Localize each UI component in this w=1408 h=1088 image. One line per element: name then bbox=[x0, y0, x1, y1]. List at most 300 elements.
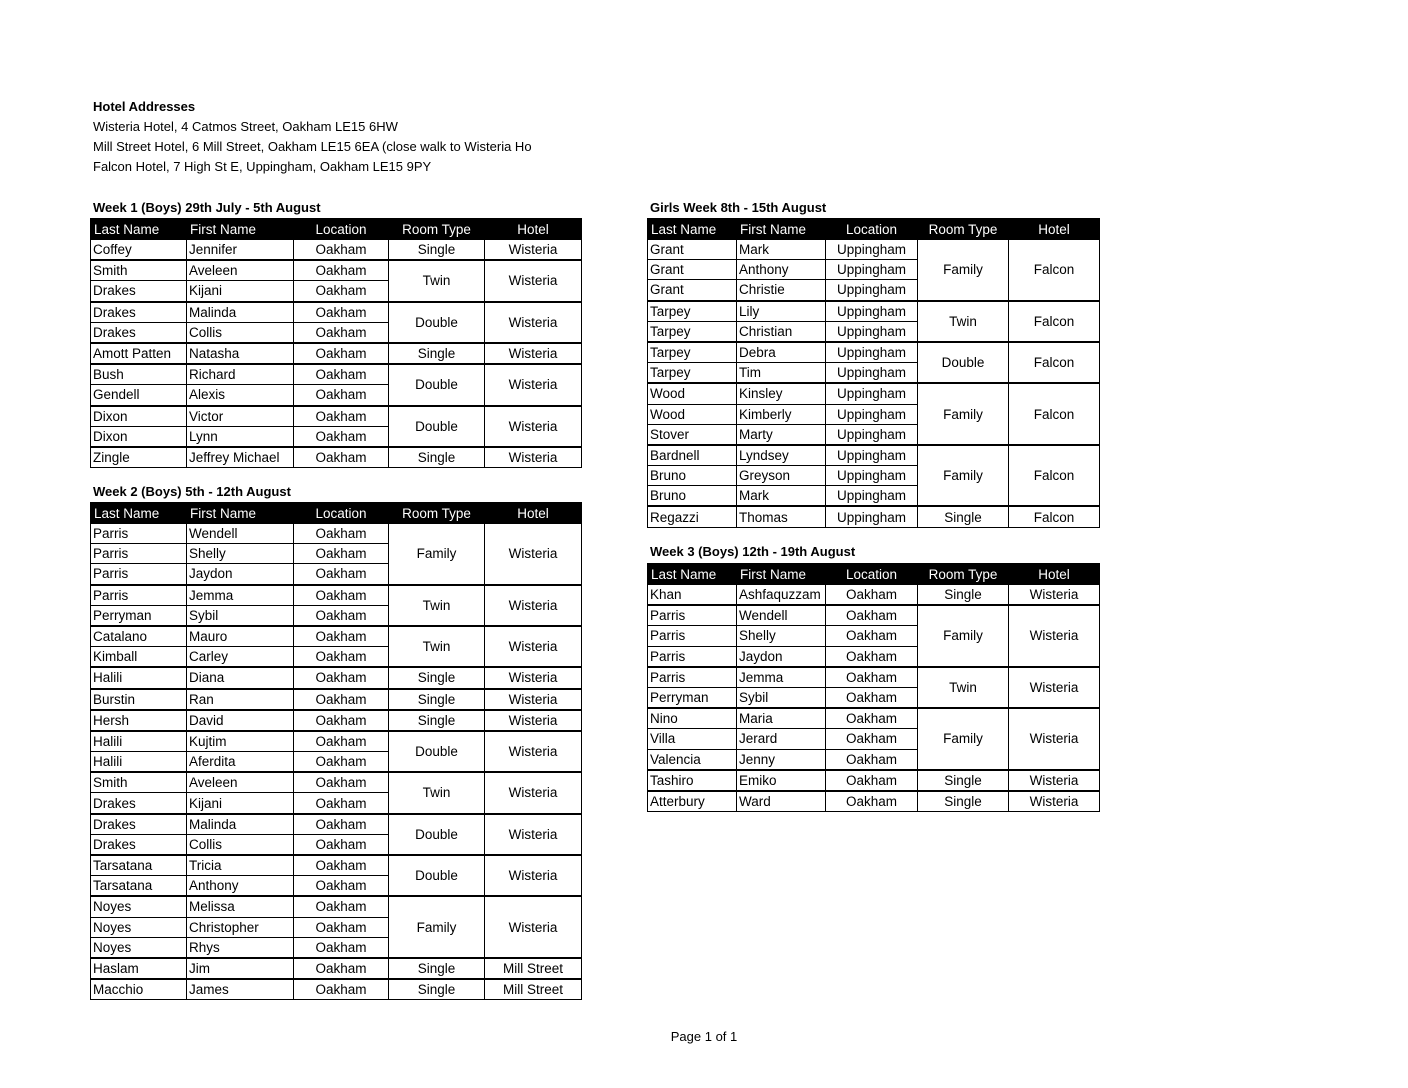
table-row bbox=[648, 240, 1100, 260]
first-name-cell: Jennifer bbox=[187, 240, 294, 261]
table-row bbox=[91, 814, 582, 835]
location-cell: Oakham bbox=[294, 364, 389, 385]
first-name-cell: Kijani bbox=[187, 281, 294, 302]
hotel-addresses bbox=[93, 97, 581, 177]
first-name-cell: Christopher bbox=[187, 917, 294, 937]
location-cell: Oakham bbox=[826, 605, 918, 626]
location-header: Location bbox=[826, 564, 918, 585]
location-cell: Oakham bbox=[294, 710, 389, 731]
first-name-cell: Lyndsey bbox=[737, 445, 826, 466]
room-type-header: Room Type bbox=[918, 219, 1009, 240]
first-name-cell: Christian bbox=[737, 321, 826, 342]
last-name-cell: Parris bbox=[648, 646, 737, 667]
table-row bbox=[648, 383, 1100, 404]
table-row bbox=[648, 791, 1100, 812]
last-name-cell: Drakes bbox=[91, 302, 187, 323]
first-name-cell: Tricia bbox=[187, 855, 294, 876]
room-type-cell: Double bbox=[389, 731, 485, 772]
first-name-cell: Tim bbox=[737, 363, 826, 384]
last-name-cell: Parris bbox=[648, 605, 737, 626]
location-cell: Uppingham bbox=[826, 404, 918, 424]
location-cell: Oakham bbox=[294, 281, 389, 302]
table-row bbox=[648, 770, 1100, 791]
last-name-cell: Atterbury bbox=[648, 791, 737, 812]
week3-title: Week 3 (Boys) 12th - 19th August bbox=[650, 544, 856, 559]
hotel-cell: Falcon bbox=[1009, 506, 1100, 527]
location-cell: Oakham bbox=[294, 564, 389, 585]
location-cell: Uppingham bbox=[826, 321, 918, 342]
location-cell: Oakham bbox=[294, 524, 389, 544]
first-name-cell: Sybil bbox=[737, 687, 826, 708]
last-name-cell: Catalano bbox=[91, 626, 187, 647]
room-type-cell: Single bbox=[918, 770, 1009, 791]
first-name-cell: Aveleen bbox=[187, 260, 294, 281]
header-row bbox=[648, 219, 1100, 240]
room-type-cell: Double bbox=[389, 814, 485, 855]
hotel-cell: Wisteria bbox=[485, 302, 582, 343]
week1-table bbox=[90, 218, 582, 468]
table-row bbox=[91, 260, 582, 281]
first-name-cell: Debra bbox=[737, 342, 826, 363]
week3-table bbox=[647, 563, 1100, 812]
last-name-header: Last Name bbox=[648, 219, 737, 240]
last-name-cell: Dixon bbox=[91, 426, 187, 447]
week1-title: Week 1 (Boys) 29th July - 5th August bbox=[93, 200, 321, 215]
hotel-header: Hotel bbox=[485, 503, 582, 524]
hotel-cell: Falcon bbox=[1009, 383, 1100, 445]
first-name-cell: Mark bbox=[737, 486, 826, 507]
last-name-cell: Gendell bbox=[91, 385, 187, 406]
last-name-cell: Tarpey bbox=[648, 321, 737, 342]
location-cell: Uppingham bbox=[826, 301, 918, 322]
first-name-cell: Maria bbox=[737, 708, 826, 729]
location-cell: Oakham bbox=[826, 585, 918, 606]
first-name-cell: Wendell bbox=[187, 524, 294, 544]
last-name-cell: Bruno bbox=[648, 466, 737, 486]
first-name-cell: Jeffrey Michael bbox=[187, 447, 294, 468]
first-name-cell: Malinda bbox=[187, 302, 294, 323]
last-name-cell: Nino bbox=[648, 708, 737, 729]
hotel-cell: Wisteria bbox=[485, 896, 582, 958]
last-name-cell: Bruno bbox=[648, 486, 737, 507]
hotel-cell: Wisteria bbox=[485, 524, 582, 585]
hotel-cell: Mill Street bbox=[485, 958, 582, 979]
first-name-cell: Shelly bbox=[187, 544, 294, 564]
page-footer: Page 1 of 1 bbox=[670, 1029, 738, 1044]
room-type-cell: Single bbox=[918, 791, 1009, 812]
last-name-cell: Smith bbox=[91, 772, 187, 793]
hotel-cell: Falcon bbox=[1009, 301, 1100, 342]
table-row bbox=[648, 605, 1100, 626]
last-name-cell: Noyes bbox=[91, 917, 187, 937]
first-name-cell: Jenny bbox=[737, 749, 826, 770]
first-name-cell: Greyson bbox=[737, 466, 826, 486]
first-name-cell: Collis bbox=[187, 834, 294, 855]
room-type-cell: Single bbox=[918, 585, 1009, 606]
hotel-header: Hotel bbox=[1009, 564, 1100, 585]
table-row bbox=[91, 731, 582, 752]
hotel-cell: Wisteria bbox=[485, 343, 582, 364]
room-type-cell: Single bbox=[918, 506, 1009, 527]
location-cell: Oakham bbox=[826, 646, 918, 667]
first-name-cell: Malinda bbox=[187, 814, 294, 835]
first-name-cell: Marty bbox=[737, 424, 826, 445]
table-row bbox=[91, 524, 582, 544]
room-type-cell: Single bbox=[389, 240, 485, 261]
location-cell: Uppingham bbox=[826, 363, 918, 384]
location-cell: Uppingham bbox=[826, 466, 918, 486]
room-type-header: Room Type bbox=[389, 219, 485, 240]
location-cell: Oakham bbox=[294, 958, 389, 979]
table-row bbox=[648, 342, 1100, 363]
first-name-cell: Melissa bbox=[187, 896, 294, 917]
header-row bbox=[91, 503, 582, 524]
location-cell: Oakham bbox=[294, 937, 389, 958]
location-cell: Oakham bbox=[294, 585, 389, 606]
last-name-header: Last Name bbox=[91, 503, 187, 524]
room-type-cell: Single bbox=[389, 979, 485, 1000]
last-name-cell: Tarpey bbox=[648, 301, 737, 322]
first-name-header: First Name bbox=[187, 503, 294, 524]
last-name-cell: Kimball bbox=[91, 647, 187, 668]
last-name-cell: Dixon bbox=[91, 406, 187, 427]
location-cell: Oakham bbox=[294, 406, 389, 427]
location-cell: Oakham bbox=[294, 240, 389, 261]
location-cell: Oakham bbox=[294, 647, 389, 668]
hotel-cell: Wisteria bbox=[485, 855, 582, 896]
room-type-cell: Twin bbox=[389, 626, 485, 667]
first-name-cell: Kujtim bbox=[187, 731, 294, 752]
location-cell: Oakham bbox=[294, 302, 389, 323]
first-name-cell: Jerard bbox=[737, 729, 826, 749]
last-name-cell: Drakes bbox=[91, 814, 187, 835]
last-name-cell: Perryman bbox=[91, 605, 187, 626]
first-name-cell: Jaydon bbox=[737, 646, 826, 667]
last-name-cell: Halili bbox=[91, 667, 187, 688]
first-name-cell: Wendell bbox=[737, 605, 826, 626]
location-cell: Oakham bbox=[294, 793, 389, 814]
last-name-cell: Grant bbox=[648, 280, 737, 301]
location-cell: Oakham bbox=[294, 752, 389, 773]
last-name-cell: Tarpey bbox=[648, 342, 737, 363]
location-cell: Oakham bbox=[294, 385, 389, 406]
last-name-cell: Halili bbox=[91, 752, 187, 773]
last-name-cell: Parris bbox=[648, 667, 737, 688]
last-name-cell: Coffey bbox=[91, 240, 187, 261]
last-name-cell: Smith bbox=[91, 260, 187, 281]
week2-title: Week 2 (Boys) 5th - 12th August bbox=[93, 484, 291, 499]
hotel-cell: Wisteria bbox=[1009, 605, 1100, 667]
header-row bbox=[648, 564, 1100, 585]
hotel-header: Hotel bbox=[1009, 219, 1100, 240]
last-name-cell: Drakes bbox=[91, 281, 187, 302]
hotel-cell: Wisteria bbox=[485, 626, 582, 667]
table-row bbox=[91, 896, 582, 917]
hotel-cell: Wisteria bbox=[485, 772, 582, 813]
first-name-cell: Lynn bbox=[187, 426, 294, 447]
room-type-cell: Double bbox=[389, 302, 485, 343]
table-row bbox=[91, 406, 582, 427]
location-cell: Uppingham bbox=[826, 486, 918, 507]
last-name-cell: Stover bbox=[648, 424, 737, 445]
girls-week-title: Girls Week 8th - 15th August bbox=[650, 200, 827, 215]
first-name-cell: Jaydon bbox=[187, 564, 294, 585]
location-cell: Oakham bbox=[294, 426, 389, 447]
table-row bbox=[91, 240, 582, 261]
first-name-cell: Natasha bbox=[187, 343, 294, 364]
room-type-cell: Double bbox=[389, 406, 485, 447]
hotel-cell: Wisteria bbox=[485, 667, 582, 688]
hotel-cell: Wisteria bbox=[485, 585, 582, 626]
hotel-header: Hotel bbox=[485, 219, 582, 240]
hotel-cell: Falcon bbox=[1009, 240, 1100, 301]
first-name-cell: Rhys bbox=[187, 937, 294, 958]
first-name-cell: Aveleen bbox=[187, 772, 294, 793]
first-name-cell: Shelly bbox=[737, 626, 826, 646]
last-name-cell: Noyes bbox=[91, 896, 187, 917]
location-cell: Oakham bbox=[294, 544, 389, 564]
room-type-cell: Family bbox=[389, 524, 485, 585]
location-cell: Uppingham bbox=[826, 280, 918, 301]
last-name-cell: Macchio bbox=[91, 979, 187, 1000]
table-row bbox=[91, 343, 582, 364]
hotel-cell: Wisteria bbox=[485, 406, 582, 447]
header-row bbox=[91, 219, 582, 240]
hotel-cell: Wisteria bbox=[485, 731, 582, 772]
hotel-cell: Wisteria bbox=[485, 814, 582, 855]
location-cell: Uppingham bbox=[826, 383, 918, 404]
last-name-cell: Valencia bbox=[648, 749, 737, 770]
location-cell: Oakham bbox=[294, 343, 389, 364]
last-name-cell: Khan bbox=[648, 585, 737, 606]
last-name-header: Last Name bbox=[648, 564, 737, 585]
last-name-cell: Burstin bbox=[91, 689, 187, 710]
first-name-cell: Mauro bbox=[187, 626, 294, 647]
room-type-cell: Double bbox=[389, 364, 485, 405]
last-name-cell: Tashiro bbox=[648, 770, 737, 791]
hotel-cell: Wisteria bbox=[485, 689, 582, 710]
last-name-cell: Wood bbox=[648, 404, 737, 424]
hotel-cell: Wisteria bbox=[1009, 708, 1100, 770]
first-name-cell: Richard bbox=[187, 364, 294, 385]
last-name-cell: Hersh bbox=[91, 710, 187, 731]
first-name-cell: Emiko bbox=[737, 770, 826, 791]
last-name-cell: Halili bbox=[91, 731, 187, 752]
last-name-cell: Noyes bbox=[91, 937, 187, 958]
table-row bbox=[91, 710, 582, 731]
first-name-cell: Kijani bbox=[187, 793, 294, 814]
first-name-header: First Name bbox=[737, 219, 826, 240]
room-type-cell: Single bbox=[389, 667, 485, 688]
room-type-cell: Double bbox=[389, 855, 485, 896]
location-cell: Oakham bbox=[294, 667, 389, 688]
room-type-header: Room Type bbox=[918, 564, 1009, 585]
first-name-cell: James bbox=[187, 979, 294, 1000]
table-row bbox=[91, 855, 582, 876]
location-cell: Oakham bbox=[294, 689, 389, 710]
last-name-cell: Parris bbox=[91, 564, 187, 585]
hotel-cell: Falcon bbox=[1009, 342, 1100, 383]
first-name-cell: Kimberly bbox=[737, 404, 826, 424]
room-type-header: Room Type bbox=[389, 503, 485, 524]
first-name-cell: Christie bbox=[737, 280, 826, 301]
hotel-cell: Falcon bbox=[1009, 445, 1100, 507]
table-row bbox=[91, 364, 582, 385]
hotel-cell: Wisteria bbox=[1009, 791, 1100, 812]
hotel-cell: Wisteria bbox=[485, 240, 582, 261]
location-cell: Oakham bbox=[294, 896, 389, 917]
hotel-cell: Wisteria bbox=[485, 260, 582, 301]
last-name-cell: Grant bbox=[648, 260, 737, 280]
room-type-cell: Family bbox=[918, 708, 1009, 770]
hotel-cell: Wisteria bbox=[1009, 585, 1100, 606]
first-name-cell: Jemma bbox=[187, 585, 294, 606]
location-cell: Oakham bbox=[826, 729, 918, 749]
address-line: Falcon Hotel, 7 High St E, Uppingham, Oakham LE15 9PY bbox=[93, 159, 432, 174]
first-name-cell: Victor bbox=[187, 406, 294, 427]
last-name-cell: Bush bbox=[91, 364, 187, 385]
hotel-cell: Mill Street bbox=[485, 979, 582, 1000]
location-cell: Uppingham bbox=[826, 424, 918, 445]
table-row bbox=[91, 585, 582, 606]
addresses-heading: Hotel Addresses bbox=[93, 99, 196, 114]
table-row bbox=[91, 689, 582, 710]
location-cell: Oakham bbox=[826, 687, 918, 708]
first-name-cell: Jemma bbox=[737, 667, 826, 688]
first-name-cell: Alexis bbox=[187, 385, 294, 406]
location-cell: Oakham bbox=[294, 605, 389, 626]
table-row bbox=[648, 585, 1100, 606]
first-name-cell: Ashfaquzzam bbox=[737, 585, 826, 606]
location-cell: Uppingham bbox=[826, 240, 918, 260]
first-name-cell: Aferdita bbox=[187, 752, 294, 773]
last-name-cell: Drakes bbox=[91, 793, 187, 814]
room-type-cell: Twin bbox=[389, 772, 485, 813]
hotel-cell: Wisteria bbox=[1009, 667, 1100, 708]
room-type-cell: Family bbox=[918, 383, 1009, 445]
room-type-cell: Family bbox=[918, 240, 1009, 301]
room-type-cell: Single bbox=[389, 689, 485, 710]
first-name-header: First Name bbox=[737, 564, 826, 585]
week2-table bbox=[90, 502, 582, 1000]
last-name-cell: Perryman bbox=[648, 687, 737, 708]
location-cell: Oakham bbox=[294, 979, 389, 1000]
location-cell: Oakham bbox=[826, 770, 918, 791]
table-row bbox=[648, 708, 1100, 729]
location-cell: Uppingham bbox=[826, 506, 918, 527]
location-cell: Oakham bbox=[826, 749, 918, 770]
location-cell: Uppingham bbox=[826, 342, 918, 363]
location-cell: Oakham bbox=[294, 834, 389, 855]
last-name-cell: Parris bbox=[91, 585, 187, 606]
last-name-cell: Regazzi bbox=[648, 506, 737, 527]
table-row bbox=[648, 506, 1100, 527]
first-name-cell: David bbox=[187, 710, 294, 731]
first-name-cell: Lily bbox=[737, 301, 826, 322]
first-name-cell: Carley bbox=[187, 647, 294, 668]
last-name-cell: Grant bbox=[648, 240, 737, 260]
last-name-cell: Parris bbox=[91, 524, 187, 544]
table-row bbox=[91, 447, 582, 468]
hotel-cell: Wisteria bbox=[1009, 770, 1100, 791]
last-name-cell: Wood bbox=[648, 383, 737, 404]
first-name-cell: Mark bbox=[737, 240, 826, 260]
location-cell: Oakham bbox=[294, 814, 389, 835]
hotel-cell: Wisteria bbox=[485, 710, 582, 731]
first-name-cell: Sybil bbox=[187, 605, 294, 626]
last-name-cell: Villa bbox=[648, 729, 737, 749]
table-row bbox=[648, 667, 1100, 688]
location-cell: Oakham bbox=[294, 322, 389, 343]
location-header: Location bbox=[826, 219, 918, 240]
first-name-cell: Ran bbox=[187, 689, 294, 710]
first-name-header: First Name bbox=[187, 219, 294, 240]
girls-week-table bbox=[647, 218, 1100, 528]
table-row bbox=[91, 302, 582, 323]
first-name-cell: Anthony bbox=[737, 260, 826, 280]
room-type-cell: Single bbox=[389, 710, 485, 731]
address-line: Mill Street Hotel, 6 Mill Street, Oakham LE15 6EA (close walk to Wisteria Ho bbox=[93, 139, 532, 154]
last-name-cell: Bardnell bbox=[648, 445, 737, 466]
table-row bbox=[91, 772, 582, 793]
location-cell: Uppingham bbox=[826, 445, 918, 466]
last-name-cell: Tarpey bbox=[648, 363, 737, 384]
last-name-cell: Zingle bbox=[91, 447, 187, 468]
last-name-cell: Tarsatana bbox=[91, 855, 187, 876]
room-type-cell: Family bbox=[918, 445, 1009, 507]
last-name-header: Last Name bbox=[91, 219, 187, 240]
room-type-cell: Twin bbox=[389, 585, 485, 626]
location-cell: Oakham bbox=[294, 447, 389, 468]
table-row bbox=[91, 979, 582, 1000]
first-name-cell: Ward bbox=[737, 791, 826, 812]
location-cell: Oakham bbox=[294, 876, 389, 897]
location-cell: Uppingham bbox=[826, 260, 918, 280]
first-name-cell: Collis bbox=[187, 322, 294, 343]
first-name-cell: Anthony bbox=[187, 876, 294, 897]
room-type-cell: Family bbox=[389, 896, 485, 958]
room-type-cell: Single bbox=[389, 343, 485, 364]
last-name-cell: Tarsatana bbox=[91, 876, 187, 897]
location-cell: Oakham bbox=[826, 667, 918, 688]
address-line: Wisteria Hotel, 4 Catmos Street, Oakham LE15 6HW bbox=[93, 119, 398, 134]
location-header: Location bbox=[294, 219, 389, 240]
last-name-cell: Parris bbox=[648, 626, 737, 646]
table-row bbox=[91, 667, 582, 688]
hotel-cell: Wisteria bbox=[485, 364, 582, 405]
first-name-cell: Kinsley bbox=[737, 383, 826, 404]
last-name-cell: Drakes bbox=[91, 834, 187, 855]
table-row bbox=[91, 958, 582, 979]
location-cell: Oakham bbox=[294, 917, 389, 937]
table-row bbox=[91, 626, 582, 647]
location-cell: Oakham bbox=[294, 855, 389, 876]
location-cell: Oakham bbox=[294, 260, 389, 281]
room-type-cell: Single bbox=[389, 447, 485, 468]
hotel-cell: Wisteria bbox=[485, 447, 582, 468]
first-name-cell: Thomas bbox=[737, 506, 826, 527]
first-name-cell: Jim bbox=[187, 958, 294, 979]
location-cell: Oakham bbox=[294, 772, 389, 793]
last-name-cell: Amott Patten bbox=[91, 343, 187, 364]
location-cell: Oakham bbox=[826, 626, 918, 646]
table-row bbox=[648, 445, 1100, 466]
location-cell: Oakham bbox=[294, 626, 389, 647]
first-name-cell: Diana bbox=[187, 667, 294, 688]
room-type-cell: Twin bbox=[389, 260, 485, 301]
last-name-cell: Drakes bbox=[91, 322, 187, 343]
location-cell: Oakham bbox=[294, 731, 389, 752]
